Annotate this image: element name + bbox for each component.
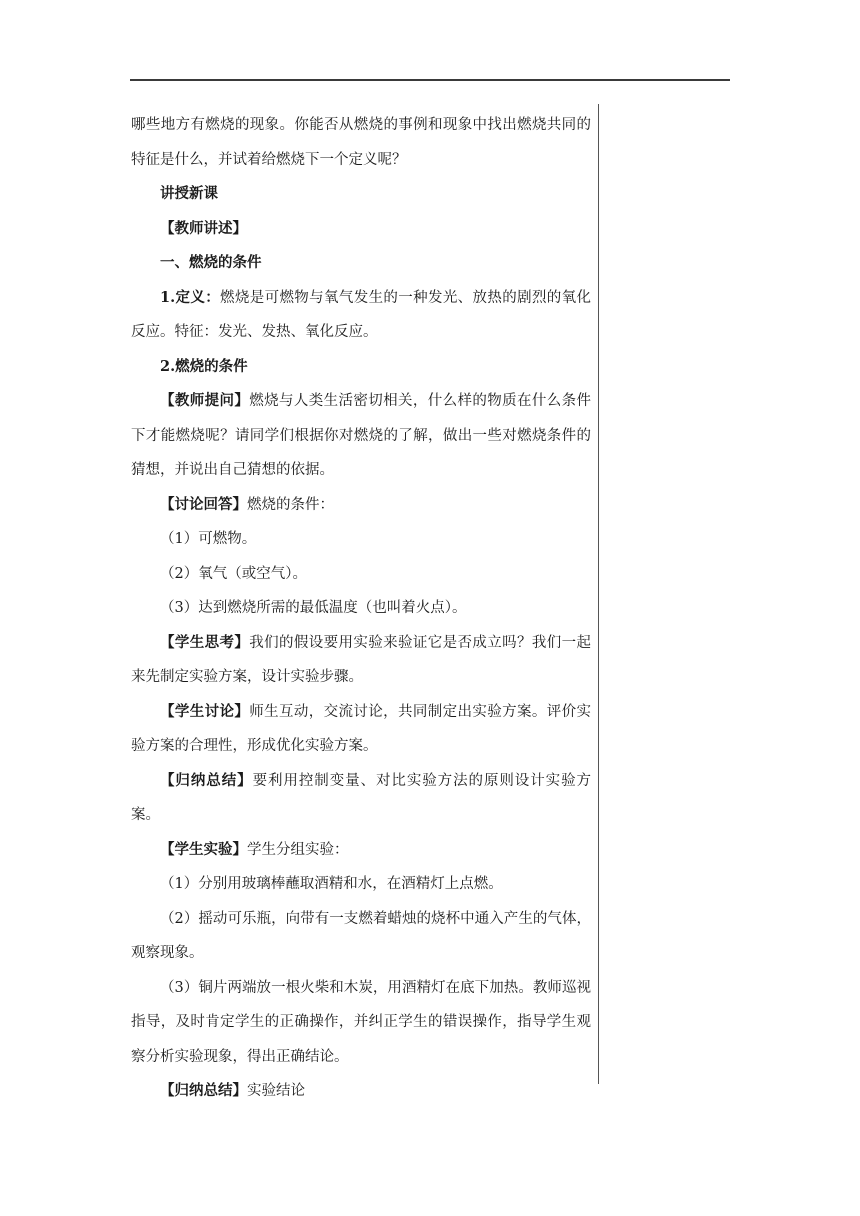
paragraph-summary-1: 【归纳总结】要利用控制变量、对比实验方法的原则设计实验方案。: [131, 771, 592, 823]
heading-conditions: 2.燃烧的条件: [160, 357, 248, 375]
paragraph-student-thinking: 【学生思考】我们的假设要用实验来验证它是否成立吗？我们一起来先制定实验方案，设计实验步骤。: [131, 633, 591, 685]
paragraph-intro-continued: 哪些地方有燃烧的现象。你能否从燃烧的事例和现象中找出燃烧共同的特征是什么，并试着给燃烧下一个定义呢？: [131, 117, 591, 168]
list-item-condition-1: （1）可燃物。: [160, 531, 257, 547]
paragraph-teacher-question: 【教师提问】燃烧与人类生活密切相关，什么样的物质在什么条件下才能燃烧呢？请同学们根据你对燃烧的了解，做出一些对燃烧条件的猜想，并说出自己猜想的依据。: [131, 392, 591, 478]
list-item-condition-3: （3）达到燃烧所需的最低温度（也叫着火点）。: [160, 600, 467, 616]
header-rule: [130, 79, 730, 81]
list-item-experiment-3: （3）铜片两端放一根火柴和木炭，用酒精灯在底下加热。教师巡视指导，及时肯定学生的正确操作，并纠正学生的错误操作，指导学生观察分析实验现象，得出正确结论。: [131, 979, 591, 1065]
list-item-experiment-1: （1）分别用玻璃棒蘸取酒精和水，在酒精灯上点燃。: [160, 876, 503, 892]
section-heading-new-lesson: 讲授新课: [160, 185, 218, 202]
list-item-experiment-2: （2）摇动可乐瓶，向带有一支燃着蜡烛的烧杯中通入产生的气体，观察现象。: [131, 910, 591, 961]
lesson-text: [131, 108, 591, 1109]
table-column-border: [598, 104, 599, 1084]
label-teacher-narration: 【教师讲述】: [160, 219, 247, 237]
paragraph-student-discussion: 【学生讨论】师生互动，交流讨论，共同制定出实验方案。评价实验方案的合理性，形成优化实验方案。: [131, 702, 591, 754]
paragraph-definition: 1.定义：燃烧是可燃物与氧气发生的一种发光、放热的剧烈的氧化反应。特征：发光、发热、氧化反应。: [131, 288, 591, 340]
paragraph-summary-2: 【归纳总结】实验结论: [160, 1082, 305, 1099]
paragraph-discussion-answer: 【讨论回答】燃烧的条件：: [160, 495, 334, 513]
paragraph-student-experiment: 【学生实验】学生分组实验：: [160, 840, 349, 858]
list-item-condition-2: （2）氧气（或空气）。: [160, 565, 307, 582]
heading-combustion-conditions: 一、燃烧的条件: [160, 254, 262, 271]
